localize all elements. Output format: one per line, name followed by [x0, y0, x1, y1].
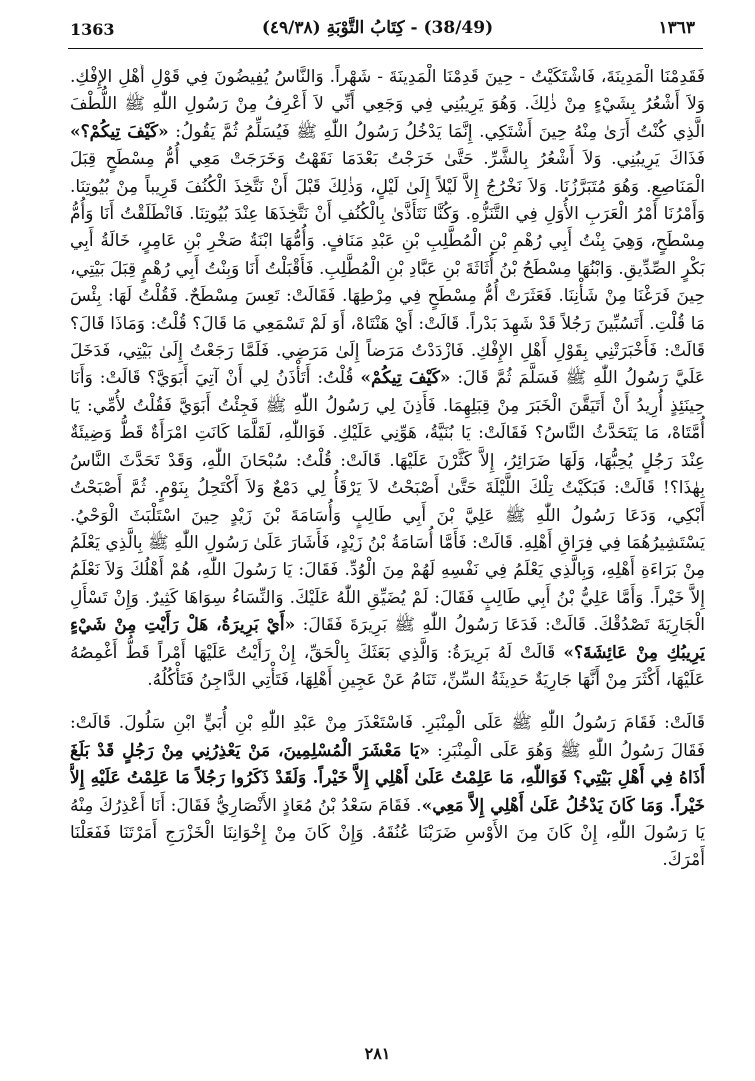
header-rule	[68, 48, 703, 49]
text-span: قَالَتْ لَهُ بَرِيرَةُ: وَالَّذِي بَعَثَكَ بِالْحَقِّ، إِنْ رَأَيْتُ عَلَيْهَا أَمْراً قَطُّ أَغْمِصُهُ عَلَيْهَا، أَكْثَرَ مِنْ أَنَّهَا جَارِيَةٌ حَدِيثَةُ السِّنِّ، تَنَامُ عَنْ عَجِينِ أَهْلِهَا، فَتَأْتِي الدَّاجِنُ فَتَأْكُلُهُ.	[70, 642, 705, 690]
paragraph-2	[70, 710, 705, 874]
hadith-quote: «يَا مَعْشَرَ الْمُسْلِمِينَ، مَنْ يَعْذِرُنِي مِنْ رَجُلٍ قَدْ بَلَغَ أَذَاهُ فِي أَهْلِ بَيْتِي؟ فَوَاللّٰهِ، مَا عَلِمْتُ عَلَىٰ أَهْلِي إِلاَّ خَيْراً. وَلَقَدْ ذَكَرُوا رَجُلاً مَا عَلِمْتُ عَلَيْهِ إِلاَّ خَيْراً. وَمَا كَانَ يَدْخُلُ عَلَىٰ أَهْلِي إِلاَّ مَعِي»	[70, 740, 705, 816]
folio-number: ٢٨١	[364, 1044, 391, 1063]
text-span: قُلْتُ: أَتَأْذَنُ لِي أَنْ آتِيَ أَبَوَيَّ؟ قَالَتْ: وَأَنَا حِينَئِذٍ أُرِيدُ أَنْ أَتَيَقَّنَ الْخَبَرَ مِنْ قِبَلِهِمَا. فَأَذِنَ لِي رَسُولُ اللّٰهِ ﷺ فَجِئْتُ أَبَوَيَّ فَقُلْتُ لأُمِّي: يَا أُمَّتَاهْ، مَا يَتَحَدَّثُ النَّاسُ؟ فَقَالَتْ: يَا بُنَيَّةُ، هَوِّنِي عَلَيْكِ. فَوَاللّٰهِ، لَقَلَّمَا كَانَتِ امْرَأَةٌ قَطُّ وَضِيئَةٌ عِنْدَ رَجُلٍ يُحِبُّهَا، وَلَهَا ضَرَائِرُ، إِلاَّ كَثَّرْنَ عَلَيْهَا. قَالَتْ: قُلْتُ: سُبْحَانَ اللّٰهِ، وَقَدْ تَحَدَّثَ النَّاسُ بِهٰذَا؟! قَالَتْ: فَبَكَيْتُ تِلْكَ اللَّيْلَةَ حَتَّىٰ أَصْبَحْتُ لاَ يَرْقَأُ لِي دَمْعٌ وَلاَ أَكْتَحِلُ بِنَوْمٍ. ثُمَّ أَصْبَحْتُ أَبْكِي، وَدَعَا رَسُولُ اللّٰهِ ﷺ عَلِيَّ بْنَ أَبِي طَالِبٍ وَأُسَامَةَ بْنَ زَيْدٍ حِينَ اسْتَلْبَثَ الْوَحْيُ. يَسْتَشِيرُهُمَا فِي فِرَاقِ أَهْلِهِ. قَالَتْ: فَأَمَّا أُسَامَةُ بْنُ زَيْدٍ، فَأَشَارَ عَلَىٰ رَسُولِ اللّٰهِ ﷺ بِالَّذِي يَعْلَمُ مِنْ بَرَاءَةِ أَهْلِهِ، وَبِالَّذِي يَعْلَمُ فِي نَفْسِهِ لَهُمْ مِنَ الْوُدِّ. فَقَالَ: يَا رَسُولَ اللّٰهِ، هُمْ أَهْلُكَ وَلاَ نَعْلَمُ إِلاَّ خَيْراً. وَأَمَّا عَلِيُّ بْنُ أَبِي طَالِبٍ فَقَالَ: لَمْ يُضَيِّقِ اللّٰهُ عَلَيْكَ. وَالنِّسَاءُ سِوَاهَا كَثِيرٌ. وَإِنْ تَسْأَلِ الْجَارِيَةَ تَصْدُقْكَ. قَالَتْ: فَدَعَا رَسُولُ اللّٰهِ ﷺ بَرِيرَةَ فَقَالَ:	[70, 368, 705, 636]
body-text	[70, 64, 705, 1024]
page-number-latin: 1363	[70, 20, 115, 39]
text-span: . فَقَامَ سَعْدُ بْنُ مُعَاذٍ الأَنْصَارِيُّ فَقَالَ: أَنَا أَعْذِرُكَ مِنْهُ يَا رَسُولَ اللّٰهِ، إِنْ كَانَ مِنَ الأَوْسِ ضَرَبْنَا عُنُقَهُ. وَإِنْ كَانَ مِنْ إِخْوَانِنَا الْخَزْرَجِ أَمَرْتَنَا فَفَعَلْنَا أَمْرَكَ.	[70, 795, 705, 871]
hadith-quote: «كَيْفَ تِيكُمْ»	[360, 368, 451, 389]
text-span: فَذَاكَ يَرِيبُنِي. وَلاَ أَشْعُرُ بِالشَّرِّ. حَتَّىٰ خَرَجْتُ بَعْدَمَا نَقَهْتُ وَخَرَجَتْ مَعِي أُمُّ مِسْطَحٍ قِبَلَ الْمَنَاصِعِ. وَهُوَ مُتَبَرَّزُنَا. وَلاَ نَخْرُجُ إِلاَّ لَيْلاً إِلَىٰ لَيْلٍ، وَذٰلِكَ قَبْلَ أَنْ نَتَّخِذَ الْكُنُفَ قَرِيباً مِنْ بُيُوتِنَا. وَأَمْرُنَا أَمْرُ الْعَرَبِ الأُوَلِ فِي التَّنَزُّهِ. وَكُنَّا نَتَأَذَّىٰ بِالْكُنُفِ أَنْ نَتَّخِذَهَا عِنْدَ بُيُوتِنَا. فَانْطَلَقْتُ أَنَا وَأُمُّ مِسْطَحٍ، وَهِيَ بِنْتُ أَبِي رُهْمِ بْنِ الْمُطَّلِبِ بْنِ عَبْدِ مَنَافٍ. وَأُمُّهَا ابْنَةُ صَخْرِ بْنِ عَامِرٍ، خَالَةُ أَبِي بَكْرٍ الصِّدِّيقِ. وَابْنُهَا مِسْطَحُ بْنُ أُثَاثَةَ بْنِ عَبَّادِ بْنِ الْمُطَّلِبِ. فَأَقْبَلْتُ أَنَا وَبِنْتُ أَبِي رُهْمٍ قِبَلَ بَيْتِي، حِينَ فَرَغْنَا مِنْ شَأْنِنَا. فَعَثَرَتْ أُمُّ مِسْطَحٍ فِي مِرْطِهَا. فَقَالَتْ: تَعِسَ مِسْطَحٌ. فَقُلْتُ لَهَا: بِئْسَ مَا قُلْتِ. أَتَسُبِّينَ رَجُلاً قَدْ شَهِدَ بَدْراً. قَالَتْ: أَيْ هَنْتَاهْ، أَوَ لَمْ تَسْمَعِي مَا قَالَ؟ قُلْتُ: وَمَاذَا قَالَ؟ قَالَتْ: فَأَخْبَرَتْنِي بِقَوْلِ أَهْلِ الإِفْكِ. فَازْدَدْتُ مَرَضاً إِلَىٰ مَرَضِي. فَلَمَّا رَجَعْتُ إِلَىٰ بَيْتِي، فَدَخَلَ عَلَيَّ رَسُولُ اللّٰهِ ﷺ فَسَلَّمَ ثُمَّ قَالَ:	[70, 149, 705, 389]
chapter-title: (38/49) - كِتَابُ التَّوْبَةِ (٤٩/٣٨)	[261, 18, 494, 38]
hadith-quote: «أَيْ بَرِيرَةُ، هَلْ رَأَيْتِ مِنْ شَيْءٍ يَرِيبُكِ مِنْ عَائِشَةَ؟»	[70, 615, 705, 663]
page-number-arabic: ١٣٦٣	[658, 18, 695, 38]
hadith-quote: «كَيْفَ تِيكُمْ؟»	[70, 121, 169, 142]
text-span: فَقَدِمْنَا الْمَدِينَةَ، فَاشْتَكَيْتُ - حِينَ قَدِمْنَا الْمَدِينَةَ - شَهْراً. وَالنَّاسُ يُفِيضُونَ فِي قَوْلِ أَهْلِ الإِفْكِ. وَلاَ أَشْعُرُ بِشَيْءٍ مِنْ ذٰلِكَ. وَهُوَ يَرِيبُنِي فِي وَجَعِي أَنِّي لاَ أَعْرِفُ مِنْ رَسُولِ اللّٰهِ ﷺ اللُّطْفَ الَّذِي كُنْتُ أَرَىٰ مِنْهُ حِينَ أَشْتَكِي. إِنَّمَا يَدْخُلُ رَسُولُ اللّٰهِ ﷺ فَيُسَلِّمُ ثُمَّ يَقُولُ:	[70, 67, 705, 142]
running-header	[0, 0, 755, 56]
paragraph-1	[70, 64, 705, 694]
text-span: قَالَتْ: فَقَامَ رَسُولُ اللّٰهِ ﷺ عَلَى الْمِنْبَرِ. فَاسْتَعْذَرَ مِنْ عَبْدِ اللّٰهِ بْنِ أُبَيٍّ ابْنِ سَلُولَ. قَالَتْ: فَقَالَ رَسُولُ اللّٰهِ ﷺ وَهُوَ عَلَى الْمِنْبَرِ:	[70, 713, 705, 761]
